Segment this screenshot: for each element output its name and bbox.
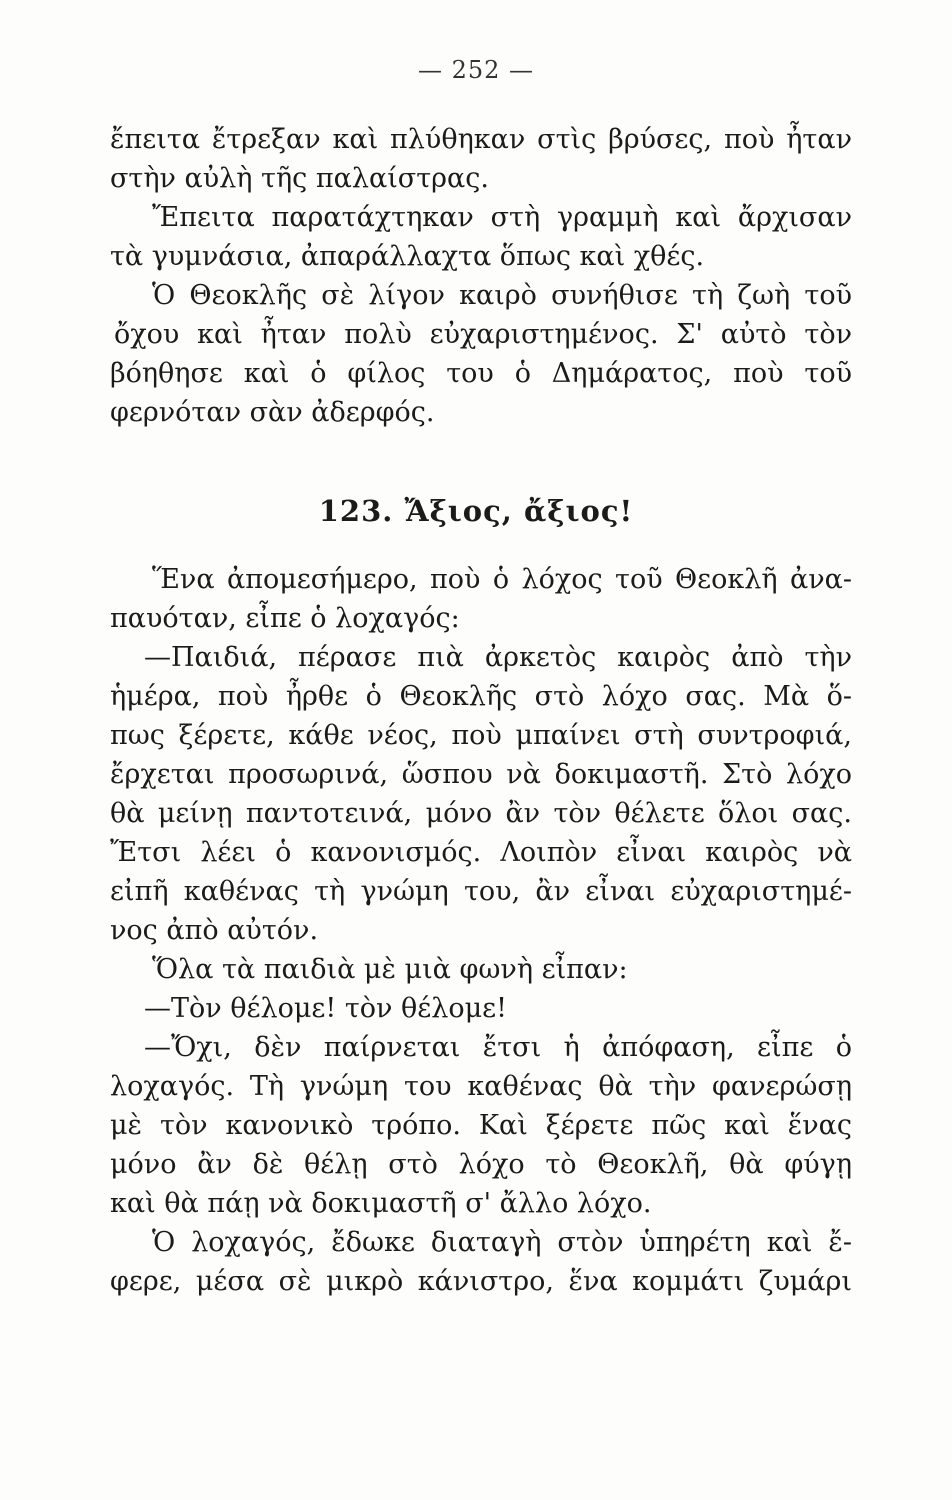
text-line: θὰ μείνῃ παντοτεινά, μόνο ἂν τὸν θέλετε ὅλοι σας.: [110, 798, 852, 829]
text-line: τὰ γυμνάσια, ἀπαράλλαχτα ὅπως καὶ χθές.: [110, 241, 705, 272]
text-line: Ὁ Θεοκλῆς σὲ λίγον καιρὸ συνήθισε τὴ ζωὴ τοῦ: [152, 280, 852, 311]
text-line: παυόταν, εἶπε ὁ λοχαγός:: [110, 603, 460, 634]
section-heading: 123. Ἄξιος, ἄξιος!: [318, 494, 634, 528]
dialogue-line: —Παιδιά, πέρασε πιὰ ἀρκετὸς καιρὸς ἀπὸ τὴν: [144, 642, 852, 673]
text-line: πως ξέρετε, κάθε νέος, ποὺ μπαίνει στὴ συντροφιά,: [110, 720, 852, 751]
text-line: Ὁ λοχαγός, ἔδωκε διαταγὴ στὸν ὑπηρέτη καὶ ἔ-: [152, 1227, 852, 1258]
text-line: νος ἀπὸ αὐτόν.: [110, 915, 319, 946]
page-number: — 252 —: [417, 56, 535, 84]
text-line: λοχαγός. Τὴ γνώμη του καθένας θὰ τὴν φανερώσῃ: [110, 1071, 852, 1102]
text-line: ὄχου καὶ ἦταν πολὺ εὐχαριστημένος. Σ' αὐτὸ τὸν: [114, 319, 852, 350]
text-line: ἔρχεται προσωρινά, ὥσπου νὰ δοκιμαστῆ. Στὸ λόχο: [110, 759, 852, 790]
text-line: Ἕνα ἀπομεσήμερο, ποὺ ὁ λόχος τοῦ Θεοκλῆ ἀνα-: [152, 564, 852, 595]
text-line: εἰπῆ καθένας τὴ γνώμη του, ἂν εἶναι εὐχαριστημέ-: [110, 876, 852, 907]
text-line: ἔπειτα ἔτρεξαν καὶ πλύθηκαν στὶς βρύσες, ποὺ ἦταν: [110, 124, 852, 155]
text-line: φερε, μέσα σὲ μικρὸ κάνιστρο, ἕνα κομμάτι ζυμάρι: [110, 1266, 852, 1297]
text-line: Ἔτσι λέει ὁ κανονισμός. Λοιπὸν εἶναι καιρὸς νὰ: [110, 837, 852, 868]
text-line: βόηθησε καὶ ὁ φίλος του ὁ Δημάρατος, ποὺ τοῦ: [110, 358, 852, 389]
text-line: φερνόταν σὰν ἀδερφός.: [110, 397, 435, 428]
text-line: μόνο ἂν δὲ θέλῃ στὸ λόχο τὸ Θεοκλῆ, θὰ φύγῃ: [110, 1149, 852, 1180]
paragraph-top: [110, 120, 852, 432]
text-line: μὲ τὸν κανονικὸ τρόπο. Καὶ ξέρετε πῶς καὶ ἕνας: [110, 1110, 852, 1141]
dialogue-line: —Ὄχι, δὲν παίρνεται ἔτσι ἡ ἀπόφαση, εἶπε ὁ: [144, 1032, 852, 1063]
text-line: ἡμέρα, ποὺ ἦρθε ὁ Θεοκλῆς στὸ λόχο σας. Μὰ ὅ-: [110, 681, 852, 712]
text-line: στὴν αὐλὴ τῆς παλαίστρας.: [110, 163, 489, 194]
dialogue-line: —Τὸν θέλομε! τὸν θέλομε!: [144, 993, 508, 1024]
text-line: Ὅλα τὰ παιδιὰ μὲ μιὰ φωνὴ εἶπαν:: [152, 954, 628, 985]
text-line: καὶ θὰ πάῃ νὰ δοκιμαστῆ σ' ἄλλο λόχο.: [110, 1188, 652, 1219]
text-line: Ἔπειτα παρατάχτηκαν στὴ γραμμὴ καὶ ἄρχισαν: [152, 202, 852, 233]
paragraph-bottom: [110, 560, 852, 1301]
